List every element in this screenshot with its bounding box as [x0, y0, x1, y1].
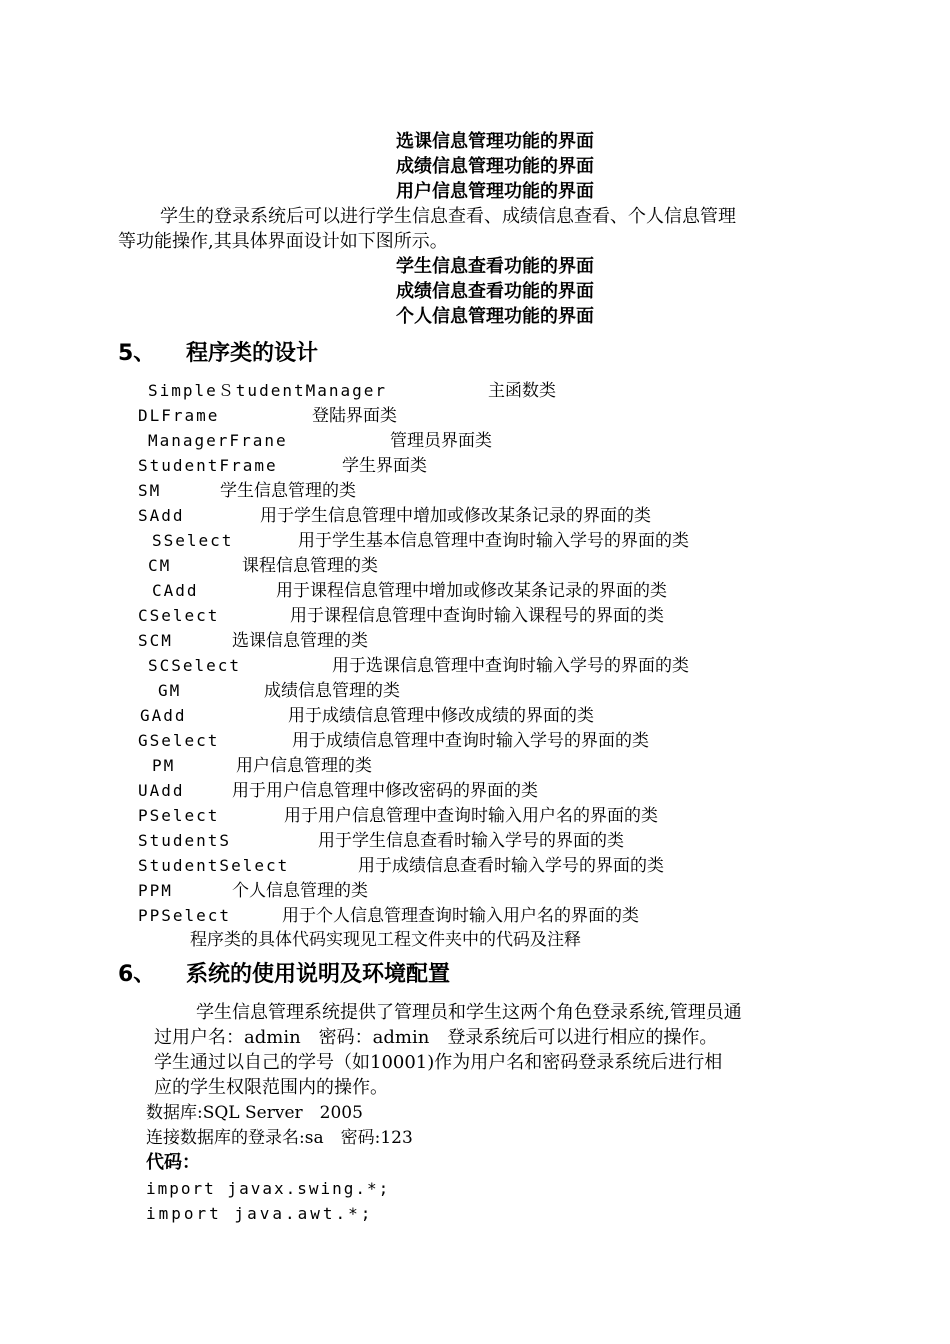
class-row [148, 429, 492, 453]
class-row [138, 804, 658, 828]
class-name: SimpleＳtudentManager [148, 381, 388, 400]
class-name: SCM [138, 631, 173, 650]
usage-paragraph-line: 应的学生权限范围内的操作。 [154, 1077, 388, 1098]
usage-paragraph-line: 过用户名：admin 密码：admin 登录系统后可以进行相应的操作。 [154, 1027, 718, 1048]
class-description: 主函数类 [488, 381, 556, 401]
class-description: 用于成绩信息查看时输入学号的界面的类 [358, 856, 664, 876]
class-name: UAdd [138, 781, 185, 800]
usage-paragraph-line: 学生通过以自己的学号（如10001)作为用户名和密码登录系统后进行相 [154, 1052, 723, 1073]
class-row [138, 604, 664, 628]
class-name: SCSelect [148, 656, 242, 675]
class-description: 课程信息管理的类 [242, 556, 378, 576]
class-name: CSelect [138, 606, 220, 625]
figure-caption: 选课信息管理功能的界面 [396, 131, 594, 152]
class-name: StudentSelect [138, 856, 290, 875]
figure-caption: 个人信息管理功能的界面 [396, 306, 594, 327]
class-name: CAdd [152, 581, 199, 600]
class-row [148, 379, 556, 403]
class-name: ManagerFrane [148, 431, 288, 450]
class-name: CM [148, 556, 172, 575]
class-description: 用于成绩信息管理中修改成绩的界面的类 [288, 706, 594, 726]
class-row [138, 629, 368, 653]
class-row [138, 504, 651, 528]
class-row [138, 479, 356, 503]
figure-caption: 成绩信息管理功能的界面 [396, 156, 594, 177]
class-row [152, 529, 689, 553]
class-description: 用于用户信息管理中修改密码的界面的类 [232, 781, 538, 801]
class-description: 用于课程信息管理中增加或修改某条记录的界面的类 [276, 581, 667, 601]
class-row [138, 779, 538, 803]
class-name: StudentFrame [138, 456, 278, 475]
class-description: 学生界面类 [342, 456, 427, 476]
class-description: 用于个人信息管理查询时输入用户名的界面的类 [282, 906, 639, 926]
section-heading [118, 339, 318, 369]
class-description: 用于学生信息查看时输入学号的界面的类 [318, 831, 624, 851]
class-row [158, 679, 400, 703]
class-description: 学生信息管理的类 [220, 481, 356, 501]
class-description: 管理员界面类 [390, 431, 492, 451]
login-info: 连接数据库的登录名:sa 密码:123 [146, 1128, 413, 1148]
class-row [138, 729, 649, 753]
section-title: 系统的使用说明及环境配置 [186, 962, 451, 987]
class-name: PSelect [138, 806, 220, 825]
code-line: import javax.swing.*; [146, 1179, 391, 1198]
class-description: 用户信息管理的类 [236, 756, 372, 776]
class-row [138, 454, 427, 478]
section-number: 5、 [118, 341, 156, 366]
class-name: SM [138, 481, 162, 500]
class-description: 用于课程信息管理中查询时输入课程号的界面的类 [290, 606, 664, 626]
code-line: import java.awt.*; [146, 1204, 374, 1223]
class-description: 用于学生基本信息管理中查询时输入学号的界面的类 [298, 531, 689, 551]
class-row [138, 879, 368, 903]
class-row [148, 554, 378, 578]
intro-paragraph-line: 等功能操作,其具体界面设计如下图所示。 [118, 231, 448, 252]
class-note: 程序类的具体代码实现见工程文件夹中的代码及注释 [190, 930, 581, 950]
class-row [138, 829, 624, 853]
intro-paragraph-line: 学生的登录系统后可以进行学生信息查看、成绩信息查看、个人信息管理 [160, 206, 736, 227]
class-name: GSelect [138, 731, 220, 750]
class-row [138, 854, 664, 878]
figure-caption: 成绩信息查看功能的界面 [396, 281, 594, 302]
class-row [152, 579, 667, 603]
class-description: 个人信息管理的类 [232, 881, 368, 901]
class-name: DLFrame [138, 406, 220, 425]
class-description: 用于用户信息管理中查询时输入用户名的界面的类 [284, 806, 658, 826]
class-name: GAdd [140, 706, 187, 725]
class-row [148, 654, 689, 678]
class-description: 用于选课信息管理中查询时输入学号的界面的类 [332, 656, 689, 676]
class-name: SSelect [152, 531, 234, 550]
class-row [138, 404, 397, 428]
section-title: 程序类的设计 [186, 341, 319, 366]
class-name: PPM [138, 881, 173, 900]
class-row [140, 704, 594, 728]
class-description: 用于学生信息管理中增加或修改某条记录的界面的类 [260, 506, 651, 526]
section-number: 6、 [118, 962, 156, 987]
figure-caption: 用户信息管理功能的界面 [396, 181, 594, 202]
figure-caption: 学生信息查看功能的界面 [396, 256, 594, 277]
class-description: 用于成绩信息管理中查询时输入学号的界面的类 [292, 731, 649, 751]
class-name: PPSelect [138, 906, 232, 925]
database-info: 数据库:SQL Server 2005 [146, 1103, 363, 1123]
usage-paragraph-line: 学生信息管理系统提供了管理员和学生这两个角色登录系统,管理员通 [196, 1002, 742, 1023]
class-row [152, 754, 372, 778]
class-description: 登陆界面类 [312, 406, 397, 426]
class-name: SAdd [138, 506, 185, 525]
class-description: 选课信息管理的类 [232, 631, 368, 651]
class-description: 成绩信息管理的类 [264, 681, 400, 701]
class-name: PM [152, 756, 176, 775]
class-row [138, 904, 639, 928]
section-heading [118, 960, 450, 990]
code-label: 代码： [146, 1152, 200, 1173]
class-name: StudentS [138, 831, 232, 850]
class-name: GM [158, 681, 182, 700]
